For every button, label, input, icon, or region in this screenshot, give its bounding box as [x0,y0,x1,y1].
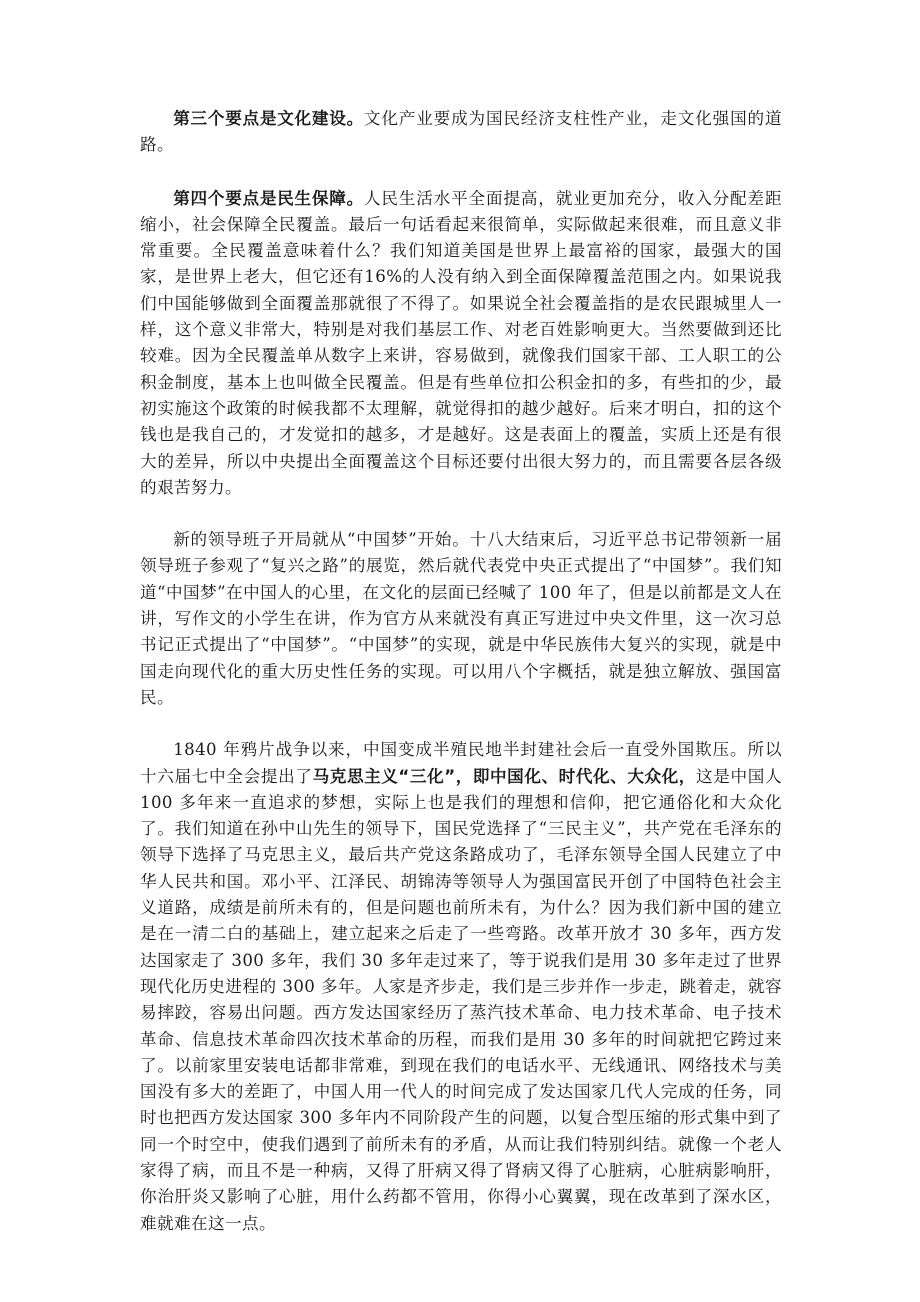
paragraph-history-emphasis: 马克思主义“三化”，即中国化、时代化、大众化， [312,766,696,786]
paragraph-livelihood [140,186,782,502]
paragraph-history-intro: 1840 年鸦片战争以来，中国变成半殖民地半封建社会后一直受外国欺压。所以十六届七中全会提出了 [140,740,782,786]
paragraph-livelihood-heading: 第四个要点是民生保障。 [173,188,364,208]
paragraph-culture-heading: 第三个要点是文化建设。 [173,109,364,128]
paragraph-chinese-dream-body: 新的领导班子开局就从“中国梦”开始。十八大结束后，习近平总书记带领新一届领导班子参观了“复兴之路”的展览，然后就代表党中央正式提出了“中国梦”。我们知道“中国梦”在中国人的心里，在文化的层面已经喊了 100 年了，但是以前都是文人在讲，写作文的小学生在讲，作为官方从来就没有真正写进过中央文件里，这一次习总书记正式提出了“中国梦”。“中国梦”的实现，就是中华民族伟大复兴的实现，就是中国走向现代化的重大历史性任务的实现。可以用八个字概括，就是独立解放、强国富民。 [140,530,782,707]
paragraph-chinese-dream [140,527,782,711]
paragraph-culture [140,106,782,159]
paragraph-culture-body: 文化产业要成为国民经济支柱性产业，走文化强国的道路。 [140,109,782,155]
paragraph-history [140,737,782,1237]
document-page [140,106,782,1237]
paragraph-history-body: 这是中国人 100 多年来一直追求的梦想，实际上也是我们的理想和信仰，把它通俗化和大众化了。我们知道在孙中山先生的领导下，国民党选择了“三民主义”，共产党在毛泽东的领导下选择了马克思主义，最后共产党这条路成功了，毛泽东领导全国人民建立了中华人民共和国。邓小平、江泽民、胡锦涛等领导人为强国富民开创了中国特色社会主义道路，成绩是前所未有的，但是问题也前所未有，为什么？因为我们新中国的建立是在一清二白的基础上，建立起来之后走了一些弯路。改革开放才 30 多年，西方发达国家走了 300 多年，我们 30 多年走过来了，等于说我们是用 30 多年走过了世界现代化历史进程的 300 多年。人家是齐步走，我们是三步并作一步走，跳着走，就容易摔跤，容易出问题。西方发达国家经历了蒸汽技术革命、电力技术革命、电子技术革命、信息技术革命四次技术革命的历程，而我们是用 30 多年的时间就把它跨过来了。以前家里安装电话都非常难，到现在我们的电话水平、无线通讯、网络技术与美国没有多大的差距了，中国人用一代人的时间完成了发达国家几代人完成的任务，同时也把西方发达国家 300 多年内不同阶段产生的问题，以复合型压缩的形式集中到了同一个时空中，使我们遇到了前所未有的矛盾，从而让我们特别纠结。就像一个老人家得了病，而且不是一种病，又得了肝病又得了肾病又得了心脏病，心脏病影响肝，你治肝炎又影响了心脏，用什么药都不管用，你得小心翼翼，现在改革到了深水区，难就难在这一点。 [140,766,783,1233]
paragraph-livelihood-body: 人民生活水平全面提高，就业更加充分，收入分配差距缩小，社会保障全民覆盖。最后一句话看起来很简单，实际做起来很难，而且意义非常重要。全民覆盖意味着什么？我们知道美国是世界上最富裕的国家，最强大的国家，是世界上老大，但它还有16%的人没有纳入到全面保障覆盖范围之内。如果说我们中国能够做到全面覆盖那就很了不得了。如果说全社会覆盖指的是农民跟城里人一样，这个意义非常大，特别是对我们基层工作、对老百姓影响更大。当然要做到还比较难。因为全民覆盖单从数字上来讲，容易做到，就像我们国家干部、工人职工的公积金制度，基本上也叫做全民覆盖。但是有些单位扣公积金扣的多，有些扣的少，最初实施这个政策的时候我都不太理解，就觉得扣的越少越好。后来才明白，扣的这个钱也是我自己的，才发觉扣的越多，才是越好。这是表面上的覆盖，实质上还是有很大的差异，所以中央提出全面覆盖这个目标还要付出很大努力的，而且需要各层各级的艰苦努力。 [140,188,782,497]
